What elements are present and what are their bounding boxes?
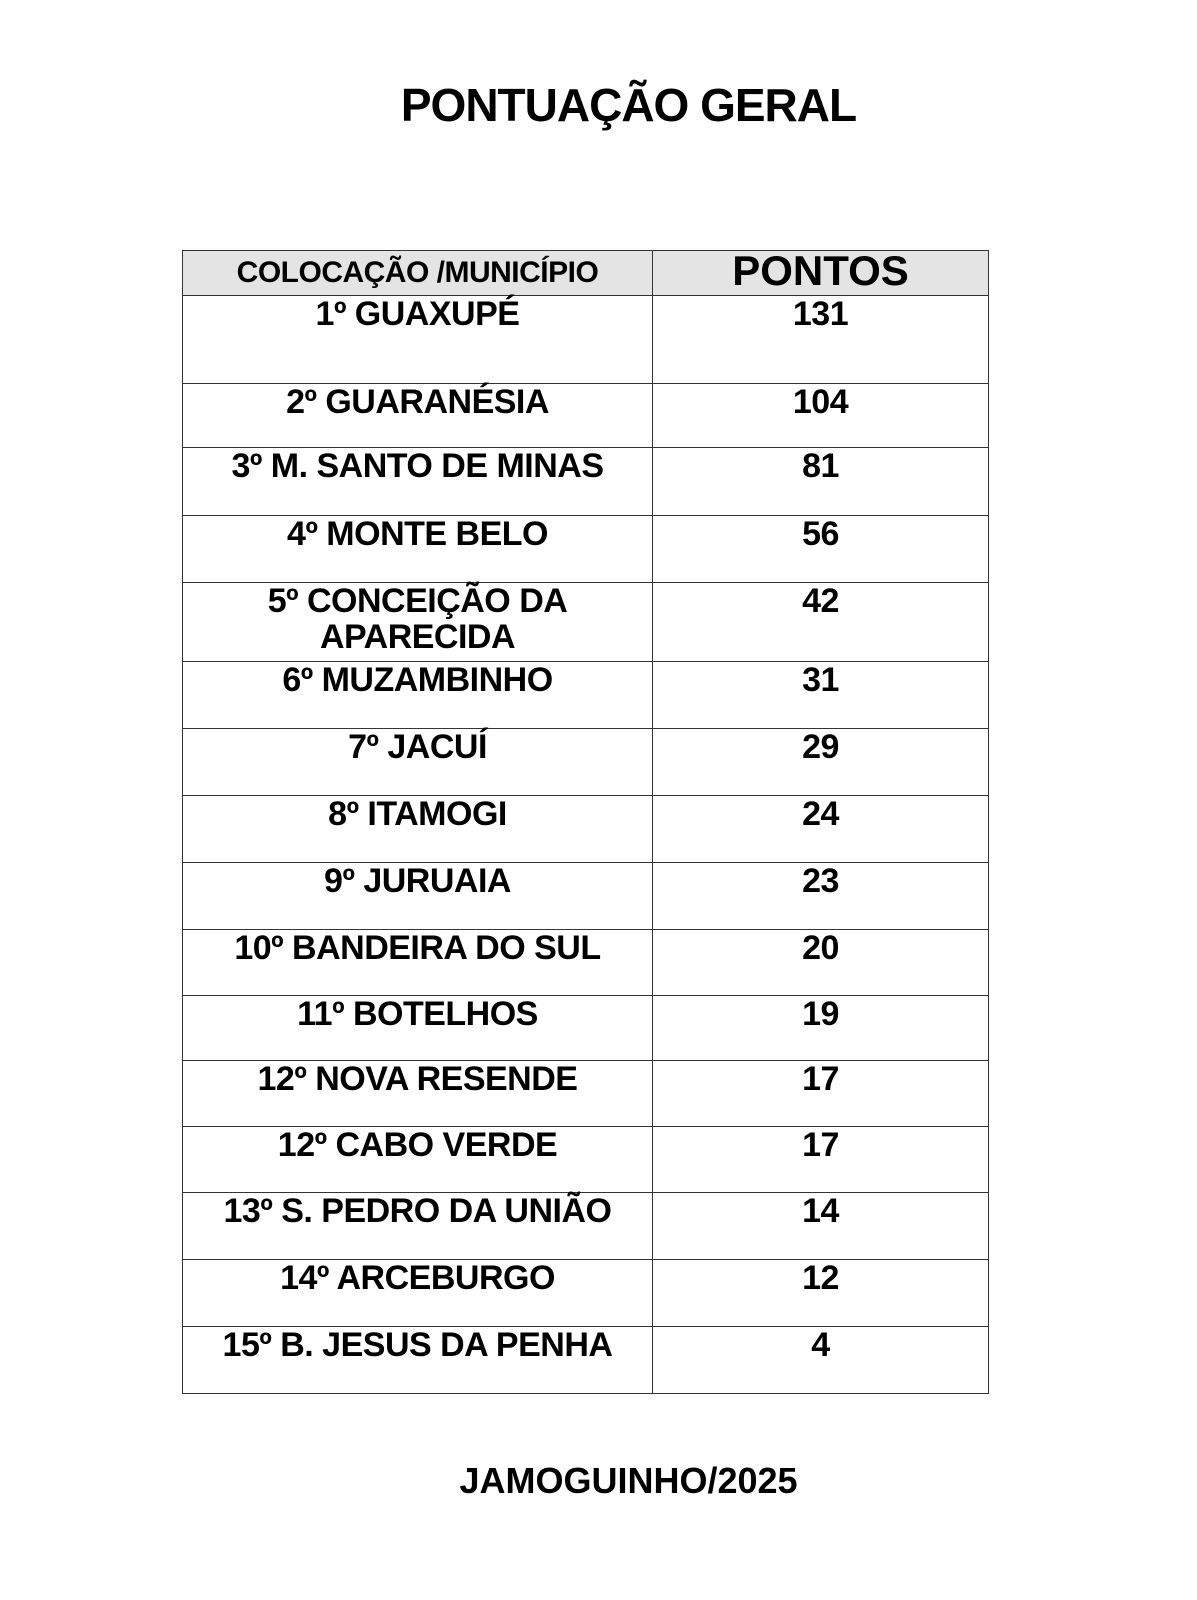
table-row [183, 729, 989, 796]
place-cell: 4º MONTE BELO [183, 516, 653, 583]
points-cell: 31 [653, 662, 989, 729]
table-row [183, 384, 989, 448]
table-row [183, 996, 989, 1061]
table-row [183, 583, 989, 662]
place-cell: 7º JACUÍ [183, 729, 653, 796]
points-cell: 20 [653, 930, 989, 996]
points-cell: 131 [653, 296, 989, 384]
footer-event-label: JAMOGUINHO/2025 [459, 1460, 798, 1501]
points-cell: 29 [653, 729, 989, 796]
place-cell: 3º M. SANTO DE MINAS [183, 448, 653, 516]
place-cell: 12º CABO VERDE [183, 1127, 653, 1193]
points-cell: 17 [653, 1061, 989, 1127]
table-row [183, 796, 989, 863]
place-cell: 13º S. PEDRO DA UNIÃO [183, 1193, 653, 1260]
points-cell: 42 [653, 583, 989, 662]
table-row [183, 296, 989, 384]
place-cell: 12º NOVA RESENDE [183, 1061, 653, 1127]
points-cell: 81 [653, 448, 989, 516]
place-cell: 11º BOTELHOS [183, 996, 653, 1061]
table-row [183, 1193, 989, 1260]
points-cell: 19 [653, 996, 989, 1061]
column-header-place: COLOCAÇÃO /MUNICÍPIO [183, 251, 653, 296]
place-cell: 5º CONCEIÇÃO DA APARECIDA [183, 583, 653, 662]
table-row [183, 1061, 989, 1127]
table-row [183, 1327, 989, 1394]
table-row [183, 1127, 989, 1193]
page-title: PONTUAÇÃO GERAL [400, 79, 857, 131]
points-cell: 56 [653, 516, 989, 583]
points-cell: 14 [653, 1193, 989, 1260]
table-row [183, 863, 989, 930]
table-row [183, 930, 989, 996]
place-cell: 15º B. JESUS DA PENHA [183, 1327, 653, 1394]
column-header-points: PONTOS [653, 251, 989, 296]
points-cell: 17 [653, 1127, 989, 1193]
table-header-row [183, 251, 989, 296]
points-cell: 24 [653, 796, 989, 863]
table-row [183, 1260, 989, 1327]
place-cell: 14º ARCEBURGO [183, 1260, 653, 1327]
points-cell: 4 [653, 1327, 989, 1394]
points-cell: 23 [653, 863, 989, 930]
points-cell: 12 [653, 1260, 989, 1327]
place-cell: 6º MUZAMBINHO [183, 662, 653, 729]
place-cell: 10º BANDEIRA DO SUL [183, 930, 653, 996]
place-cell: 1º GUAXUPÉ [183, 296, 653, 384]
place-cell: 8º ITAMOGI [183, 796, 653, 863]
place-cell: 9º JURUAIA [183, 863, 653, 930]
score-table [182, 247, 989, 1394]
points-cell: 104 [653, 384, 989, 448]
table-row [183, 448, 989, 516]
table-row [183, 516, 989, 583]
place-cell: 2º GUARANÉSIA [183, 384, 653, 448]
table-row [183, 662, 989, 729]
